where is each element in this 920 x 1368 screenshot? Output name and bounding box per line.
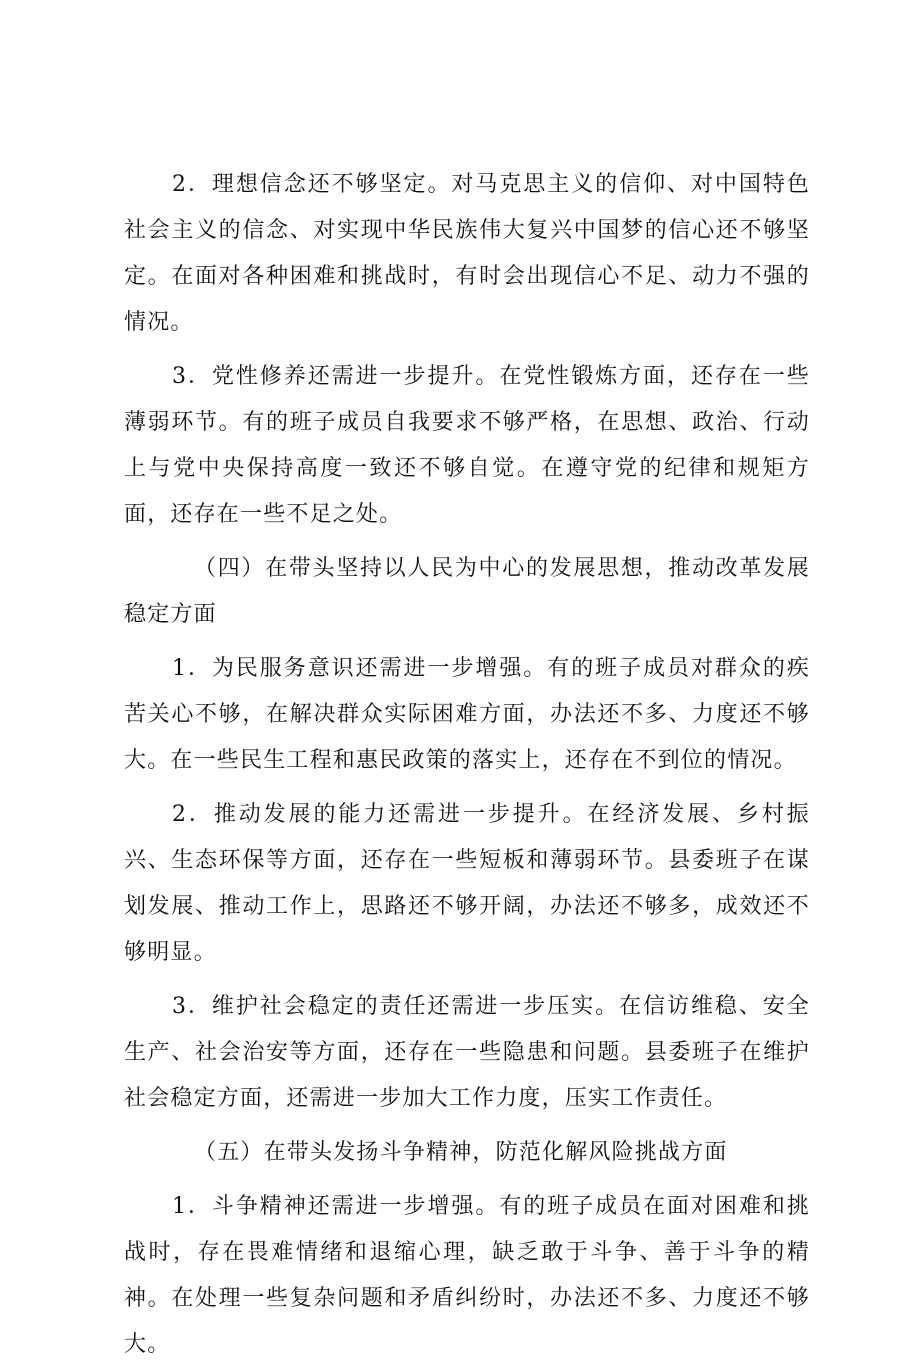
paragraph-item: 3．维护社会稳定的责任还需进一步压实。在信访维稳、安全生产、社会治安等方面，还存在一些隐患和问题。县委班子在维护社会稳定方面，还需进一步加大工作力度，压实工作责任。	[124, 994, 810, 1111]
paragraph-gap	[124, 784, 810, 792]
section-heading: （四）在带头坚持以人民为中心的发展思想，推动改革发展稳定方面	[124, 556, 810, 627]
paragraph-gap	[124, 346, 810, 354]
paragraph-gap	[124, 538, 810, 546]
paragraph-item: 2．推动发展的能力还需进一步提升。在经济发展、乡村振兴、生态环保等方面，还存在一些短板和薄弱环节。县委班子在谋划发展、推动工作上，思路还不够开阔，办法还不够多，成效还不够明显。	[124, 802, 810, 965]
paragraph-item: 1．斗争精神还需进一步增强。有的班子成员在面对困难和挑战时，存在畏难情绪和退缩心理，缺乏敢于斗争、善于斗争的精神。在处理一些复杂问题和矛盾纠纷时，办法还不多、力度还不够大。	[124, 1194, 810, 1357]
paragraph-gap	[124, 638, 810, 646]
paragraph-gap	[124, 1122, 810, 1130]
paragraph-item: 1．为民服务意识还需进一步增强。有的班子成员对群众的疾苦关心不够，在解决群众实际困难方面，办法还不多、力度还不够大。在一些民生工程和惠民政策的落实上，还存在不到位的情况。	[124, 656, 810, 773]
paragraph-item: 3．党性修养还需进一步提升。在党性锻炼方面，还存在一些薄弱环节。有的班子成员自我要求不够严格，在思想、政治、行动上与党中央保持高度一致还不够自觉。在遵守党的纪律和规矩方面，还存在一些不足之处。	[124, 364, 810, 527]
section-heading: （五）在带头发扬斗争精神，防范化解风险挑战方面	[194, 1140, 728, 1165]
paragraph-gap	[124, 976, 810, 984]
paragraph-gap	[124, 1176, 810, 1184]
document-body	[124, 162, 810, 1368]
paragraph-item: 2．理想信念还不够坚定。对马克思主义的信仰、对中国特色社会主义的信念、对实现中华民族伟大复兴中国梦的信心还不够坚定。在面对各种困难和挑战时，有时会出现信心不足、动力不强的情况。	[124, 172, 810, 335]
